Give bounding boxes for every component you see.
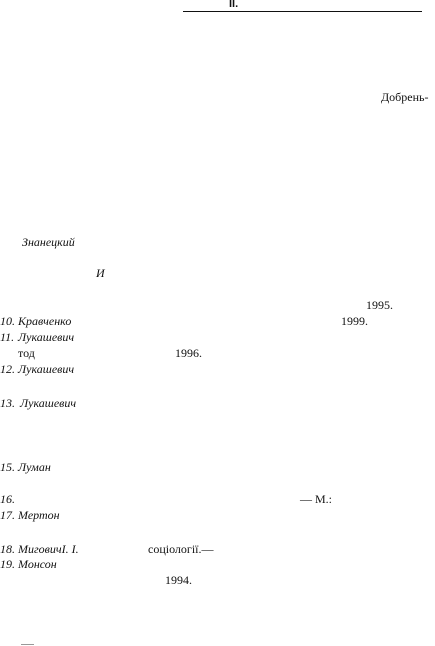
ref-11-author: Лукашевич <box>18 330 75 344</box>
section-heading: II. <box>229 0 239 10</box>
ref-13-author: Лукашевич <box>20 396 77 410</box>
ref-13-number: 13. <box>0 396 15 410</box>
ref-10-number: 10. <box>0 314 15 328</box>
text-fragment-i: И <box>96 266 105 280</box>
text-fragment-dobren: Добрень- <box>381 90 429 104</box>
ref-10-year: 1999. <box>341 314 368 328</box>
ref-11-number: 11. <box>0 330 15 344</box>
ref-16-publisher: — М.: <box>300 492 333 506</box>
ref-18-author: МиговичІ. І. <box>18 542 79 556</box>
ref-18-number: 18. <box>0 542 15 556</box>
ref-15-author: Луман <box>18 460 51 474</box>
ref-16-number: 16. <box>0 492 15 506</box>
ref-12-number: 12. <box>0 362 15 376</box>
ref-11-fragment: тод <box>18 346 35 360</box>
ref-15-number: 15. <box>0 460 15 474</box>
ref-17-number: 17. <box>0 508 15 522</box>
ref-18-title: соціології.— <box>148 542 214 556</box>
text-fragment-znanecky: Знанецкий <box>22 235 75 249</box>
ref-19-author: Монсон <box>18 557 57 571</box>
ref-11-year: 1996. <box>175 346 202 360</box>
ref-12-author: Лукашевич <box>18 362 75 376</box>
ref-19-year: 1994. <box>165 573 192 587</box>
ref-10-author: Кравченко <box>18 314 72 328</box>
footer-mark <box>21 644 34 645</box>
header-rule <box>183 11 422 12</box>
text-fragment-year: 1995. <box>366 298 393 312</box>
ref-19-number: 19. <box>0 557 15 571</box>
ref-17-author: Мертон <box>18 508 60 522</box>
